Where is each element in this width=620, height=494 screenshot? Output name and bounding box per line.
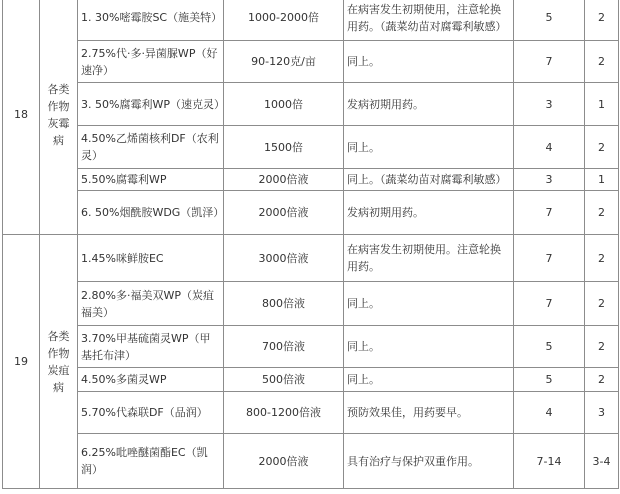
dosage: 2000倍液 [224,191,344,235]
application-times: 2 [585,41,619,83]
usage-method: 同上。 [344,326,514,368]
row-number: 19 [3,235,40,489]
usage-method: 同上。 [344,282,514,326]
dosage: 800倍液 [224,282,344,326]
safety-interval: 4 [514,126,585,169]
table-row [3,326,619,368]
table-row [3,126,619,169]
pesticide-name: 3.70%甲基硫菌灵WP（甲基托布津） [78,326,224,368]
application-times: 2 [585,126,619,169]
dosage: 800-1200倍液 [224,392,344,434]
usage-method: 发病初期用药。 [344,191,514,235]
safety-interval: 7-14 [514,434,585,489]
application-times: 1 [585,83,619,126]
application-times: 2 [585,191,619,235]
row-number: 18 [3,0,40,235]
application-times: 2 [585,368,619,392]
pesticide-name: 4.50%乙烯菌核利DF（农利灵） [78,126,224,169]
safety-interval: 7 [514,282,585,326]
application-times: 3-4 [585,434,619,489]
dosage: 500倍液 [224,368,344,392]
pesticide-table [2,0,619,489]
application-times: 2 [585,282,619,326]
safety-interval: 7 [514,191,585,235]
application-times: 1 [585,169,619,191]
dosage: 3000倍液 [224,235,344,282]
dosage: 1000-2000倍 [224,0,344,41]
usage-method: 在病害发生初期使用。注意轮换用药。 [344,235,514,282]
table-row [3,83,619,126]
usage-method: 预防效果佳，用药要早。 [344,392,514,434]
pesticide-name: 6.25%吡唑醚菌酯EC（凯润） [78,434,224,489]
usage-method: 在病害发生初期使用，注意轮换用药。（蔬菜幼苗对腐霉利敏感） [344,0,514,41]
table-row [3,191,619,235]
safety-interval: 3 [514,169,585,191]
table-row [3,368,619,392]
table-row [3,392,619,434]
disease-category: 各类作物炭疽病 [40,235,78,489]
usage-method: 同上。（蔬菜幼苗对腐霉利敏感） [344,169,514,191]
pesticide-name: 5.50%腐霉利WP [78,169,224,191]
table-row [3,434,619,489]
safety-interval: 5 [514,0,585,41]
pesticide-name: 2.80%多·福美双WP（炭疽福美） [78,282,224,326]
application-times: 2 [585,326,619,368]
safety-interval: 7 [514,41,585,83]
safety-interval: 5 [514,368,585,392]
safety-interval: 7 [514,235,585,282]
safety-interval: 5 [514,326,585,368]
dosage: 1500倍 [224,126,344,169]
pesticide-name: 6. 50%烟酰胺WDG（凯泽） [78,191,224,235]
safety-interval: 4 [514,392,585,434]
pesticide-name: 2.75%代·多·异菌脲WP（好速净） [78,41,224,83]
disease-category: 各类作物灰霉病 [40,0,78,235]
table-row [3,41,619,83]
usage-method: 发病初期用药。 [344,83,514,126]
usage-method: 具有治疗与保护双重作用。 [344,434,514,489]
usage-method: 同上。 [344,126,514,169]
table-row [3,0,619,41]
application-times: 2 [585,235,619,282]
table-row [3,282,619,326]
safety-interval: 3 [514,83,585,126]
pesticide-name: 5.70%代森联DF（品润） [78,392,224,434]
dosage: 2000倍液 [224,169,344,191]
dosage: 700倍液 [224,326,344,368]
dosage: 2000倍液 [224,434,344,489]
application-times: 3 [585,392,619,434]
pesticide-name: 4.50%多菌灵WP [78,368,224,392]
dosage: 90-120克/亩 [224,41,344,83]
table-row [3,169,619,191]
application-times: 2 [585,0,619,41]
pesticide-name: 1. 30%嘧霉胺SC（施美特） [78,0,224,41]
table-row [3,235,619,282]
dosage: 1000倍 [224,83,344,126]
pesticide-name: 1.45%咪鲜胺EC [78,235,224,282]
pesticide-name: 3. 50%腐霉利WP（速克灵） [78,83,224,126]
usage-method: 同上。 [344,41,514,83]
usage-method: 同上。 [344,368,514,392]
